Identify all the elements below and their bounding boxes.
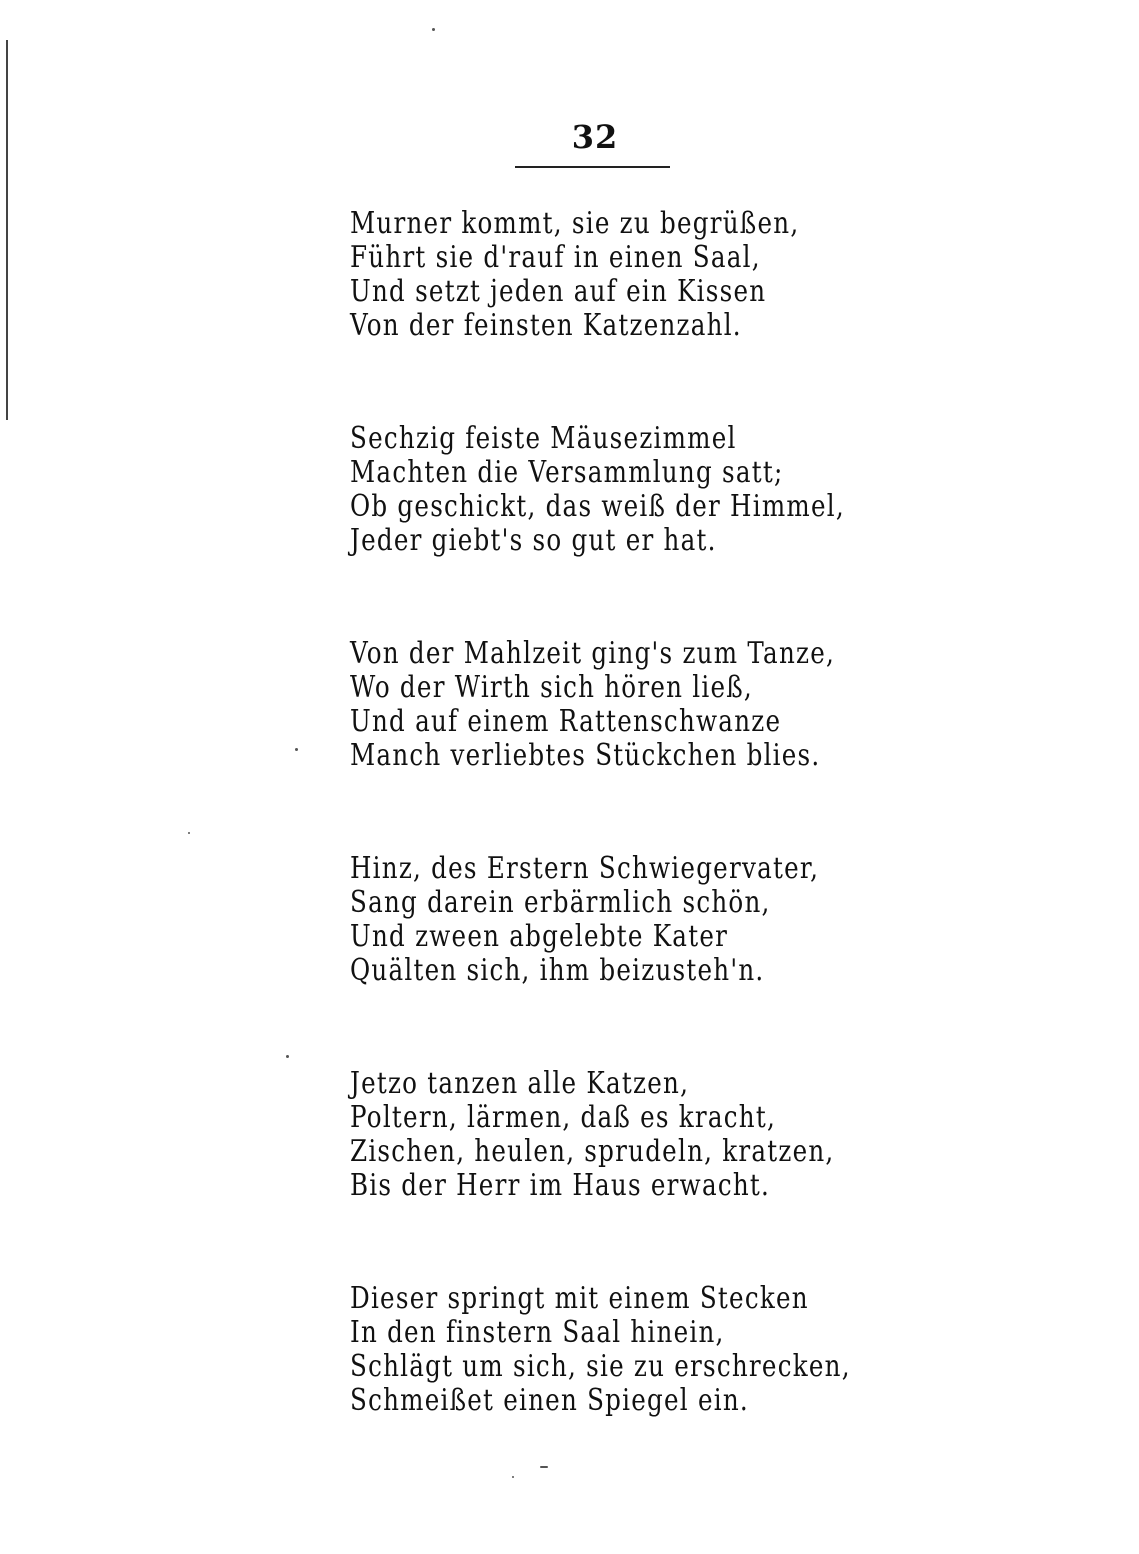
poem-line: Ob geschickt, das weiß der Himmel,	[350, 489, 845, 524]
scan-speck	[540, 1466, 548, 1468]
page-edge-line	[6, 40, 8, 420]
scan-speck	[286, 1055, 289, 1058]
poem-line: Dieser springt mit einem Stecken	[350, 1281, 809, 1316]
poem-line: Und setzt jeden auf ein Kissen	[350, 274, 767, 309]
scan-speck	[295, 748, 298, 751]
poem-line: Machten die Versammlung satt;	[350, 455, 784, 490]
stanza-5	[350, 1066, 835, 1203]
scan-speck	[188, 832, 190, 834]
poem	[350, 206, 851, 1497]
poem-line: In den finstern Saal hinein,	[350, 1315, 725, 1350]
scan-speck	[512, 1476, 514, 1478]
poem-line: Schlägt um sich, sie zu erschrecken,	[350, 1349, 851, 1384]
poem-line: Poltern, lärmen, daß es kracht,	[350, 1100, 777, 1135]
poem-line: Murner kommt, sie zu begrüßen,	[350, 206, 800, 241]
poem-line: Bis der Herr im Haus erwacht.	[350, 1168, 771, 1203]
stanza-2	[350, 421, 845, 558]
stanza-1	[350, 207, 830, 343]
poem-line: Zischen, heulen, sprudeln, kratzen,	[350, 1134, 835, 1169]
page-number-rule	[515, 166, 670, 168]
stanza-6	[350, 1281, 851, 1418]
poem-line: Sang darein erbärmlich schön,	[350, 885, 771, 920]
poem-line: Wo der Wirth sich hören ließ,	[350, 670, 753, 705]
poem-line: Quälten sich, ihm beizusteh'n.	[350, 953, 765, 988]
stanza-4	[350, 852, 830, 988]
poem-line: Führt sie d'rauf in einen Saal,	[350, 240, 761, 275]
stanza-3	[350, 636, 836, 773]
poem-line: Von der feinsten Katzenzahl.	[350, 308, 742, 343]
poem-line: Sechzig feiste Mäusezimmel	[350, 421, 737, 456]
poem-line: Jetzo tanzen alle Katzen,	[350, 1066, 690, 1101]
poem-line: Jeder giebt's so gut er hat.	[350, 523, 717, 558]
poem-line: Und zween abgelebte Kater	[350, 919, 729, 954]
poem-line: Manch verliebtes Stückchen blies.	[350, 738, 821, 773]
poem-line: Schmeißet einen Spiegel ein.	[350, 1383, 749, 1418]
poem-line: Hinz, des Erstern Schwiegervater,	[350, 851, 820, 886]
scan-speck	[432, 28, 435, 31]
page-number: 32	[571, 118, 619, 156]
poem-line: Und auf einem Rattenschwanze	[350, 704, 782, 739]
poem-line: Von der Mahlzeit ging's zum Tanze,	[350, 636, 836, 671]
